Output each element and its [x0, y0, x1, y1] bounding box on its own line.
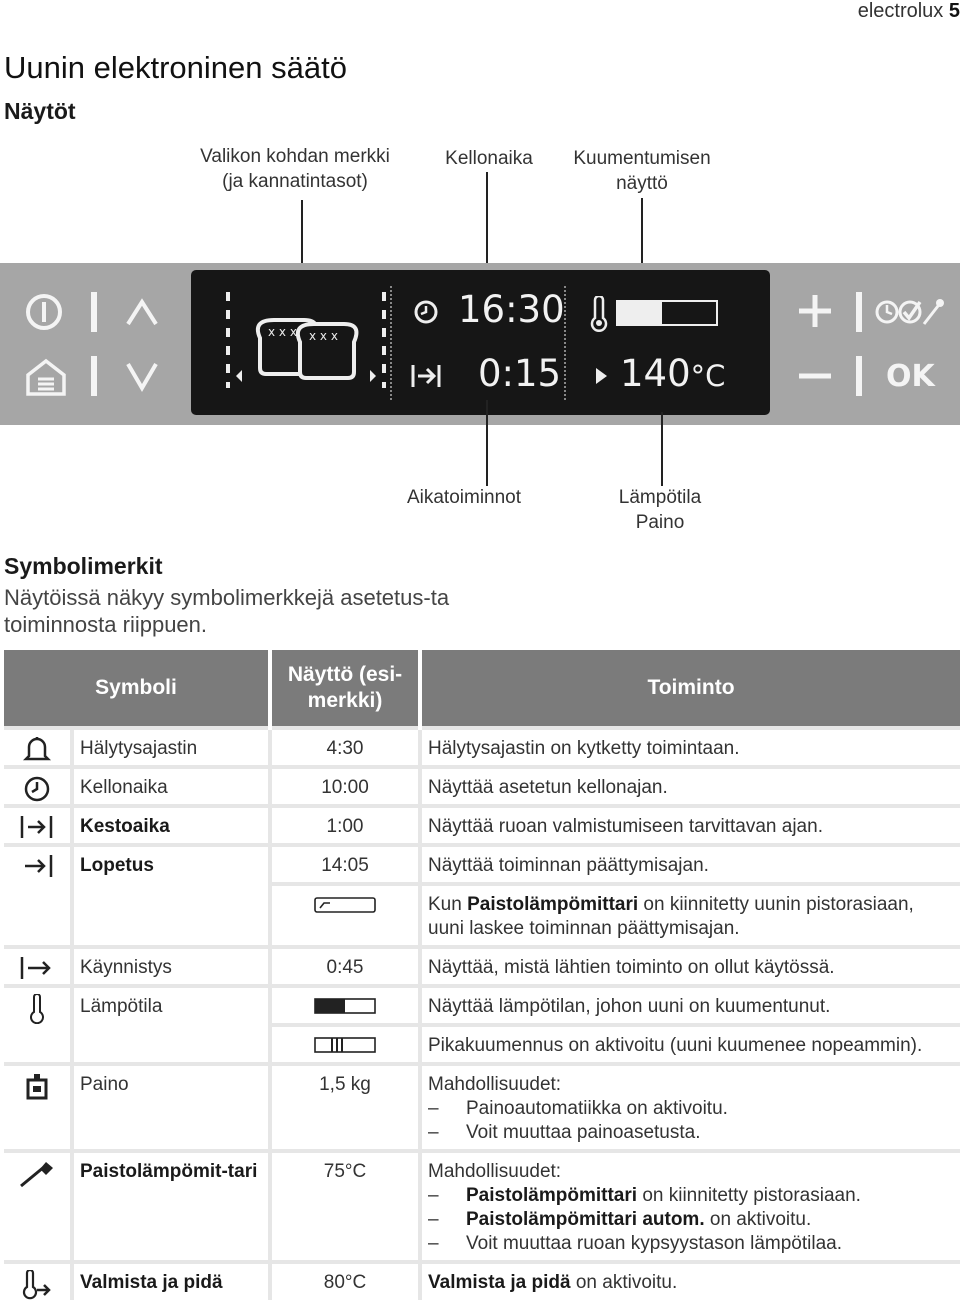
section-text: Näytöissä näkyy symbolimerkkejä asetetus-ta toiminnosta riippuen. — [4, 585, 450, 637]
row-function — [420, 1151, 960, 1262]
minus-button[interactable] — [796, 357, 834, 395]
option-text: Voit muuttaa ruoan kypsyystason lämpötilaa. — [466, 1233, 842, 1254]
temperature-value: 140 — [620, 352, 691, 395]
row-function — [420, 1064, 960, 1151]
display-clock: 16:30 — [458, 288, 565, 331]
display-menu-area — [216, 284, 396, 396]
svg-text:x x x: x x x — [309, 329, 338, 343]
table-row — [4, 1151, 960, 1262]
row-example: 75°C — [270, 1151, 420, 1262]
header-display: Näyttö (esi-merkki) — [270, 650, 420, 728]
dash: – — [428, 1185, 439, 1206]
page-title: Uunin elektroninen säätö — [4, 50, 347, 85]
row-example: 1:00 — [270, 806, 420, 845]
callout-heatup: Kuumentumisen näyttö — [573, 148, 711, 194]
row-example-icon-cell — [270, 884, 420, 947]
button-separator — [856, 292, 862, 332]
display-arrow-wrap — [594, 366, 608, 386]
text-bold: Paistolämpömittari — [466, 1185, 638, 1206]
dash: – — [428, 1209, 439, 1230]
row-name: Lopetus — [72, 845, 270, 947]
row-function: Näyttää asetetun kellonajan. — [420, 767, 960, 806]
page-header — [858, 0, 960, 23]
table-row — [4, 767, 960, 806]
heatup-bar-fill — [618, 302, 662, 324]
row-name: Paino — [72, 1064, 270, 1151]
temperature-unit: °C — [690, 359, 726, 393]
keep-warm-icon — [21, 1270, 53, 1300]
callout-line — [486, 400, 488, 486]
duration-icon — [410, 362, 442, 390]
fast-heat-bar-icon — [314, 1036, 376, 1054]
minus-icon — [796, 357, 834, 395]
row-function: Näyttää lämpötilan, johon uuni on kuumentunut. — [420, 986, 960, 1025]
dash: – — [428, 1233, 439, 1254]
row-example: 4:30 — [270, 728, 420, 767]
table-row — [4, 806, 960, 845]
display-temperature — [620, 352, 725, 395]
play-arrow-icon — [594, 366, 608, 386]
row-name: Paistolämpömit-tari — [72, 1151, 270, 1262]
option-text: Voit muuttaa painoasetusta. — [466, 1122, 701, 1143]
callout-temp-weight: Lämpötila Paino — [618, 487, 702, 533]
text-part: Kun — [428, 894, 468, 915]
table-row — [4, 986, 960, 1025]
row-name: Hälytysajastin — [72, 728, 270, 767]
row-example: 10:00 — [270, 767, 420, 806]
dash: – — [428, 1122, 439, 1143]
svg-text:x x x: x x x — [268, 325, 297, 339]
ok-button[interactable]: OK — [886, 359, 935, 394]
header-symbol: Symboli — [4, 650, 270, 728]
list-item — [428, 1097, 954, 1121]
symbol-cell — [4, 806, 72, 845]
weight-icon — [25, 1072, 49, 1100]
page-subtitle: Näytöt — [4, 98, 76, 124]
text-part: on kiinnitetty uunin pistorasiaan, uuni laskee toiminnan päättymisajan. — [428, 894, 914, 939]
options-label: Mahdollisuudet: — [428, 1074, 562, 1095]
row-name: Kestoaika — [72, 806, 270, 845]
power-icon — [24, 292, 64, 332]
row-name: Kellonaika — [72, 767, 270, 806]
dash: – — [428, 1098, 439, 1119]
symbol-cell — [4, 1151, 72, 1262]
button-separator — [856, 356, 862, 396]
symbol-cell — [4, 1064, 72, 1151]
symbol-cell — [4, 1262, 72, 1300]
row-name: Valmista ja pidä — [72, 1262, 270, 1300]
list-item — [428, 1121, 954, 1145]
symbol-cell — [4, 947, 72, 986]
table-row — [4, 728, 960, 767]
row-name: Käynnistys — [72, 947, 270, 986]
row-function: Näyttää ruoan valmistumiseen tarvittavan ajan. — [420, 806, 960, 845]
duration-icon — [19, 814, 55, 840]
row-example-icon-cell — [270, 1025, 420, 1064]
callout-clock: Kellonaika — [445, 148, 533, 169]
display-thermo-wrap — [588, 296, 610, 332]
clock-icon — [23, 775, 51, 803]
chevron-down-icon — [122, 356, 162, 396]
text-part: on aktivoitu. — [570, 1272, 678, 1293]
temperature-bar-icon — [314, 997, 376, 1015]
table-row — [4, 947, 960, 986]
heatup-bar — [616, 300, 718, 326]
symbol-cell — [4, 986, 72, 1064]
options-label: Mahdollisuudet: — [428, 1161, 562, 1182]
meat-probe-icon — [18, 1159, 56, 1189]
section-title: Symbolimerkit — [4, 553, 163, 579]
display-duration: 0:15 — [478, 352, 562, 395]
menu-button[interactable] — [24, 357, 68, 397]
plus-button[interactable] — [796, 292, 834, 330]
row-example-icon-cell — [270, 986, 420, 1025]
brand-name: electrolux — [857, 0, 944, 22]
thermometer-icon — [27, 994, 47, 1024]
display-divider — [390, 286, 394, 400]
option-text: Painoautomatiikka on aktivoitu. — [466, 1098, 728, 1119]
text-bold: Valmista ja pidä — [428, 1272, 571, 1293]
option-text: on aktivoitu. — [704, 1209, 812, 1230]
power-button[interactable] — [24, 292, 64, 332]
start-time-icon — [19, 955, 55, 981]
callout-menu-marker: Valikon kohdan merkki (ja kannatintasot) — [200, 146, 390, 192]
chevron-up-icon — [122, 292, 162, 332]
probe-connected-display-icon — [314, 895, 376, 915]
table-row — [4, 1064, 960, 1151]
text-bold: Paistolämpömittari — [467, 894, 639, 915]
options-button[interactable] — [874, 292, 948, 332]
clock-icon — [412, 298, 440, 326]
thermometer-icon — [588, 296, 610, 332]
symbol-cell — [4, 728, 72, 767]
table-header-row — [4, 650, 960, 728]
header-function: Toiminto — [420, 650, 960, 728]
clock-check-probe-icon — [874, 292, 948, 332]
row-function-extra — [420, 884, 960, 947]
row-function: Näyttää toiminnan päättymisajan. — [420, 845, 960, 884]
row-example: 14:05 — [270, 845, 420, 884]
symbol-cell — [4, 767, 72, 806]
oven-menu-icon — [24, 357, 68, 397]
table-row — [4, 845, 960, 884]
list-item — [428, 1184, 954, 1208]
table-row — [4, 1262, 960, 1300]
bell-icon — [23, 736, 51, 762]
button-separator — [91, 356, 97, 396]
display-clock-icon-wrap — [412, 298, 440, 326]
row-function: Pikakuumennus on aktivoitu (uuni kuumenee nopeammin). — [420, 1025, 960, 1064]
down-button[interactable] — [122, 356, 162, 396]
button-separator — [91, 292, 97, 332]
display-duration-icon-wrap — [410, 362, 442, 390]
callout-line — [661, 412, 663, 486]
page-number: 5 — [948, 0, 960, 22]
option-text: on kiinnitetty pistorasiaan. — [637, 1185, 861, 1206]
symbol-table — [4, 650, 960, 1300]
symbol-cell — [4, 845, 72, 947]
end-time-icon — [19, 853, 55, 879]
row-example: 1,5 kg — [270, 1064, 420, 1151]
row-example: 80°C — [270, 1262, 420, 1300]
row-function: Hälytysajastin on kytketty toimintaan. — [420, 728, 960, 767]
plus-icon — [796, 292, 834, 330]
row-example: 0:45 — [270, 947, 420, 986]
up-button[interactable] — [122, 292, 162, 332]
row-function — [420, 1262, 960, 1300]
row-function: Näyttää, mistä lähtien toiminto on ollut käytössä. — [420, 947, 960, 986]
row-name: Lämpötila — [72, 986, 270, 1064]
list-item — [428, 1232, 954, 1256]
list-item — [428, 1208, 954, 1232]
text-bold: Paistolämpömittari autom. — [466, 1209, 705, 1230]
callout-time-functions: Aikatoiminnot — [406, 487, 522, 508]
bread-baking-icon — [216, 284, 396, 396]
